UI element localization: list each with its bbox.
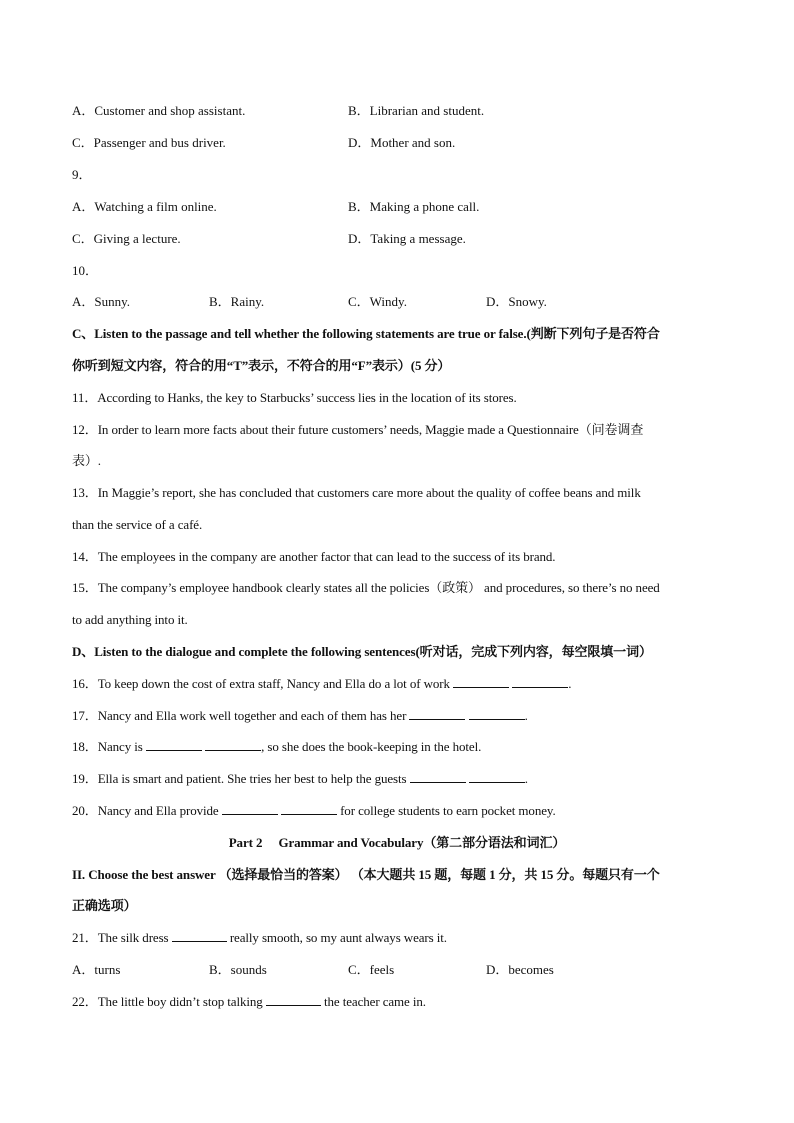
question-18 <box>72 738 727 756</box>
part-2-heading: II. Choose the best answer （选择最恰当的答案） （本大题共 15 题，每题 1 分，共 15 分。每题只有一个 <box>72 867 660 882</box>
question-19-text: 19．Ella is smart and patient. She tries her best to help the guests <box>72 771 407 786</box>
question-21-text: 21．The silk dress <box>72 930 169 945</box>
q8-option-b: B．Librarian and student. <box>348 103 485 118</box>
q8-option-a: A．Customer and shop assistant. <box>72 103 246 118</box>
answer-blank[interactable] <box>409 707 465 720</box>
question-20-end: for college students to earn pocket money. <box>340 803 556 818</box>
answer-blank[interactable] <box>205 738 261 751</box>
question-16-text: 16．To keep down the cost of extra staff, Nancy and Ella do a lot of work <box>72 676 450 691</box>
question-11: 11．According to Hanks, the key to Starbucks’ success lies in the location of its stores. <box>72 390 517 405</box>
question-17 <box>72 707 727 725</box>
section-c-heading: C、Listen to the passage and tell whether the following statements are true or false.(判断下列句子是否符合 <box>72 326 660 341</box>
question-18-end: , so she does the book-keeping in the hotel. <box>261 739 482 754</box>
question-22 <box>72 993 727 1011</box>
question-21-end: really smooth, so my aunt always wears it. <box>229 930 447 945</box>
answer-blank[interactable] <box>281 802 337 815</box>
question-12-cont: 表）. <box>72 453 101 468</box>
q10-option-c: C．Windy. <box>348 294 407 309</box>
question-19 <box>72 770 727 788</box>
question-15: 15．The company’s employee handbook clearly states all the policies（政策） and procedures, so there’s no need <box>72 580 660 595</box>
q10-number: 10． <box>72 263 99 278</box>
q9-option-d: D．Taking a message. <box>348 231 466 246</box>
q21-option-d: D．becomes <box>486 962 554 977</box>
part-2-heading-cont: 正确选项） <box>72 898 137 913</box>
q8-option-c: C．Passenger and bus driver. <box>72 135 226 150</box>
question-17-text: 17．Nancy and Ella work well together and each of them has her <box>72 708 407 723</box>
question-12: 12．In order to learn more facts about their future customers’ needs, Maggie made a Questionnaire（问卷调查 <box>72 422 644 437</box>
question-16-end: . <box>568 676 572 691</box>
q10-option-d: D．Snowy. <box>486 294 547 309</box>
answer-blank[interactable] <box>222 802 278 815</box>
question-18-text: 18．Nancy is <box>72 739 143 754</box>
q9-option-b: B．Making a phone call. <box>348 199 480 214</box>
section-c-heading-cont: 你听到短文内容，符合的用“T”表示，不符合的用“F”表示）(5 分） <box>72 358 451 373</box>
q9-option-c: C．Giving a lecture. <box>72 231 181 246</box>
q8-option-d: D．Mother and son. <box>348 135 456 150</box>
question-16 <box>72 675 727 693</box>
q10-option-a: A．Sunny. <box>72 294 131 309</box>
part-2-title: Part 2 Grammar and Vocabulary（第二部分语法和词汇） <box>228 835 566 850</box>
section-d-heading: D、Listen to the dialogue and complete the following sentences(听对话，完成下列内容，每空限填一词） <box>72 644 652 659</box>
question-22-text: 22．The little boy didn’t stop talking <box>72 994 263 1009</box>
question-13-cont: than the service of a café. <box>72 517 203 532</box>
question-15-cont: to add anything into it. <box>72 612 188 627</box>
answer-blank[interactable] <box>469 707 525 720</box>
answer-blank[interactable] <box>146 738 202 751</box>
question-17-end: . <box>524 708 528 723</box>
q10-option-b: B．Rainy. <box>209 294 265 309</box>
answer-blank[interactable] <box>410 770 466 783</box>
q9-option-a: A．Watching a film online. <box>72 199 217 214</box>
question-20-text: 20．Nancy and Ella provide <box>72 803 219 818</box>
question-22-end: the teacher came in. <box>324 994 426 1009</box>
q21-option-b: B．sounds <box>209 962 267 977</box>
answer-blank[interactable] <box>453 675 509 688</box>
q21-option-a: A．turns <box>72 962 121 977</box>
answer-blank[interactable] <box>512 675 568 688</box>
answer-blank[interactable] <box>469 770 525 783</box>
answer-blank[interactable] <box>172 929 227 942</box>
q9-number: 9． <box>72 167 92 182</box>
question-13: 13．In Maggie’s report, she has concluded that customers care more about the quality of coffee beans and milk <box>72 485 641 500</box>
question-21 <box>72 929 727 947</box>
question-20 <box>72 802 727 820</box>
q21-option-c: C．feels <box>348 962 395 977</box>
question-14: 14．The employees in the company are another factor that can lead to the success of its brand. <box>72 549 556 564</box>
question-19-end: . <box>524 771 528 786</box>
answer-blank[interactable] <box>266 993 321 1006</box>
